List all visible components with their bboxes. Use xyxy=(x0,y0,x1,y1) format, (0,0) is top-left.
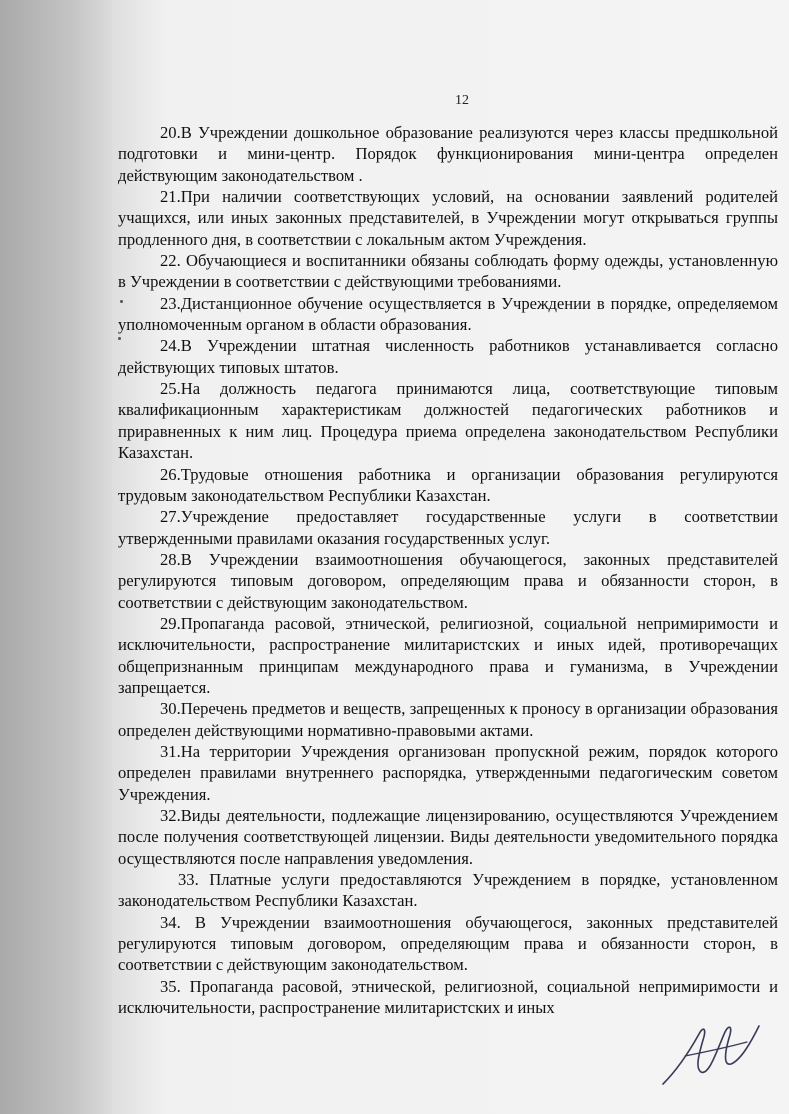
handwritten-signature xyxy=(655,1012,765,1092)
paragraph-35: 35. Пропаганда расовой, этнической, религиозной, социальной непримиримости и исключительности, распространение милитаристских и иных xyxy=(118,976,778,1018)
paragraph-25: 25.На должность педагога принимаются лица, соответствующие типовым квалификационным характеристикам должностей педагогических работников и приравненных к ним лиц. Процедура приема определена законодательством Республики Казахстан. xyxy=(118,379,778,463)
paragraph-23: 23.Дистанционное обучение осуществляется в Учреждении в порядке, определяемом уполномоченным органом в области образования. xyxy=(118,293,778,335)
paragraph-27: 27.Учреждение предоставляет государственные услуги в соответствии утвержденными правилами оказания государственных услуг. xyxy=(118,507,778,548)
document-body xyxy=(118,122,778,1018)
paragraph-26: 26.Трудовые отношения работника и организации образования регулируются трудовым законодательством Республики Казахстан. xyxy=(118,464,778,505)
paragraph-28: 28.В Учреждении взаимоотношения обучающегося, законных представителей регулируются типовым договором, определяющим права и обязанности сторон, в соответствии с действующим законодательством. xyxy=(118,549,778,612)
paragraph-30: 30.Перечень предметов и веществ, запрещенных к проносу в организации образования определен действующими нормативно-правовыми актами. xyxy=(118,699,778,740)
paragraph-32: 32.Виды деятельности, подлежащие лицензированию, осуществляются Учреждением после получения соответствующей лицензии. Виды деятельности уведомительного порядка осуществляются после направления уведомления. xyxy=(118,806,778,868)
paragraph-22: 22. Обучающиеся и воспитанники обязаны соблюдать форму одежды, установленную в Учреждении в соответствии с действующими требованиями. xyxy=(118,251,778,292)
page-number: 12 xyxy=(455,93,469,108)
paragraph-31: 31.На территории Учреждения организован пропускной режим, порядок которого определен правилами внутреннего распорядка, утвержденными педагогическим советом Учреждения. xyxy=(118,741,778,804)
paragraph-20: 20.В Учреждении дошкольное образование реализуются через классы предшкольной подготовки и мини-центр. Порядок функционирования мини-центра определен действующим законодательством . xyxy=(118,123,778,185)
paragraph-24: 24.В Учреждении штатная численность работников устанавливается согласно действующих типовых штатов. xyxy=(118,336,778,377)
paragraph-33: 33. Платные услуги предоставляются Учреждением в порядке, установленном законодательством Республики Казахстан. xyxy=(118,870,778,911)
paragraph-21: 21.При наличии соответствующих условий, на основании заявлений родителей учащихся, или иных законных представителей, в Учреждении могут открываться группы продленного дня, в соответствии с локальным актом Учреждения. xyxy=(118,187,778,249)
paragraph-34: 34. В Учреждении взаимоотношения обучающегося, законных представителей регулируются типовым договором, определяющим права и обязанности сторон, в соответствии с действующим законодательством. xyxy=(118,912,778,975)
paragraph-29: 29.Пропаганда расовой, этнической, религиозной, социальной непримиримости и исключительности, распространение милитаристских и иных идей, противоречащих общепризнанным принципам международного права и гуманизма, в Учреждении запрещается. xyxy=(118,613,778,697)
binding-shadow xyxy=(0,0,120,1114)
